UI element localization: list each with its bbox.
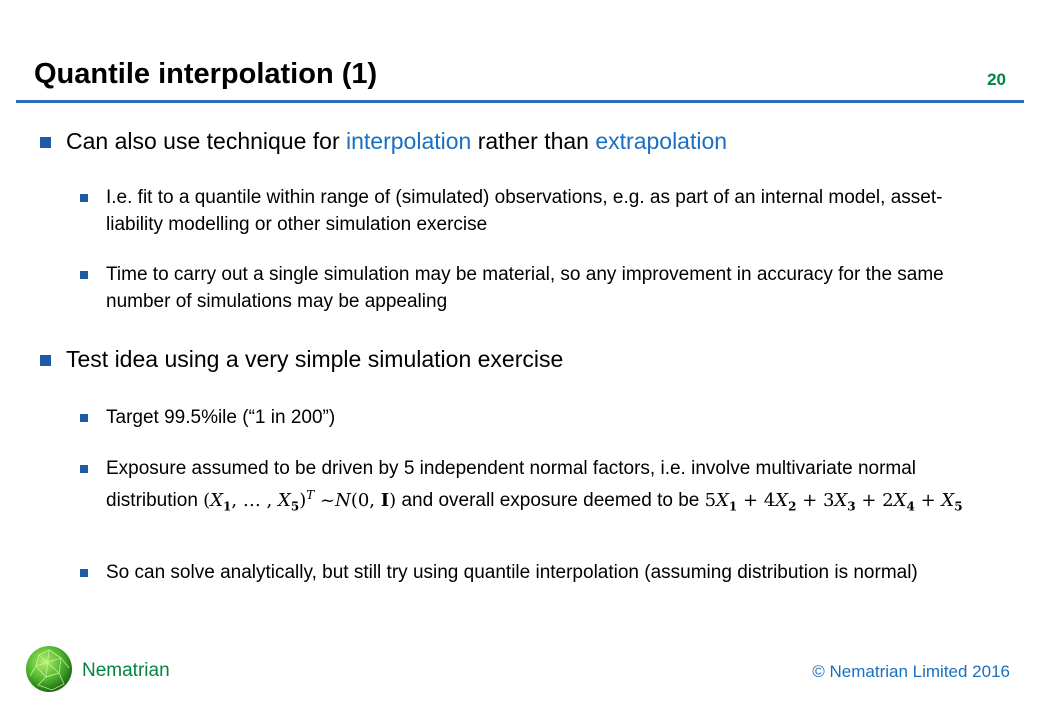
sub-bullet-exposure bbox=[106, 455, 996, 521]
bullet-test-idea: Test idea using a very simple simulation exercise bbox=[66, 346, 564, 372]
footer-brand: Nematrian bbox=[82, 660, 170, 681]
bullet-text: and overall exposure deemed to be bbox=[396, 490, 705, 511]
sub-bullet-fit-quantile: I.e. fit to a quantile within range of (simulated) observations, e.g. as part of an internal model, asset-liability modelling or other simulation exercise bbox=[106, 187, 943, 235]
bullet-text: rather than bbox=[471, 128, 596, 154]
title-divider bbox=[16, 100, 1024, 103]
bullet-marker bbox=[40, 137, 51, 148]
footer-copyright: © Nematrian Limited 2016 bbox=[812, 662, 1010, 681]
highlight-extrapolation: extrapolation bbox=[595, 128, 728, 154]
slide-title: Quantile interpolation (1) bbox=[34, 58, 378, 90]
bullet-marker bbox=[40, 355, 51, 366]
sub-bullet-marker bbox=[80, 194, 88, 202]
sub-bullet-marker bbox=[80, 569, 88, 577]
sub-bullet-marker bbox=[80, 414, 88, 422]
sub-bullet-marker bbox=[80, 465, 88, 473]
bullet-text: Can also use technique for bbox=[66, 128, 347, 154]
sub-bullet-analytic: So can solve analytically, but still try using quantile interpolation (assuming distribution is normal) bbox=[106, 562, 918, 583]
math-distribution: ($X_1$, … , $X_5)^T$ ~N(0, I) bbox=[203, 488, 397, 514]
nematrian-logo-icon bbox=[24, 644, 74, 694]
sub-bullet-marker bbox=[80, 271, 88, 279]
bullet-interpolation bbox=[66, 127, 996, 156]
sub-bullet-target: Target 99.5%ile (“1 in 200”) bbox=[106, 407, 336, 428]
bullet-text: Exposure assumed to be driven by 5 independent normal factors, i.e. involve multivariate normal distribution bbox=[106, 458, 917, 511]
highlight-interpolation: interpolation bbox=[346, 128, 472, 154]
sub-bullet-simulation-time: Time to carry out a single simulation may be material, so any improvement in accuracy for the same number of simulations may be appealing bbox=[106, 264, 944, 312]
page-number: 20 bbox=[987, 70, 1006, 89]
math-exposure: $5X_1 + 4X_2 + 3X_3 + 2X_4 + X_5$ bbox=[704, 490, 963, 514]
